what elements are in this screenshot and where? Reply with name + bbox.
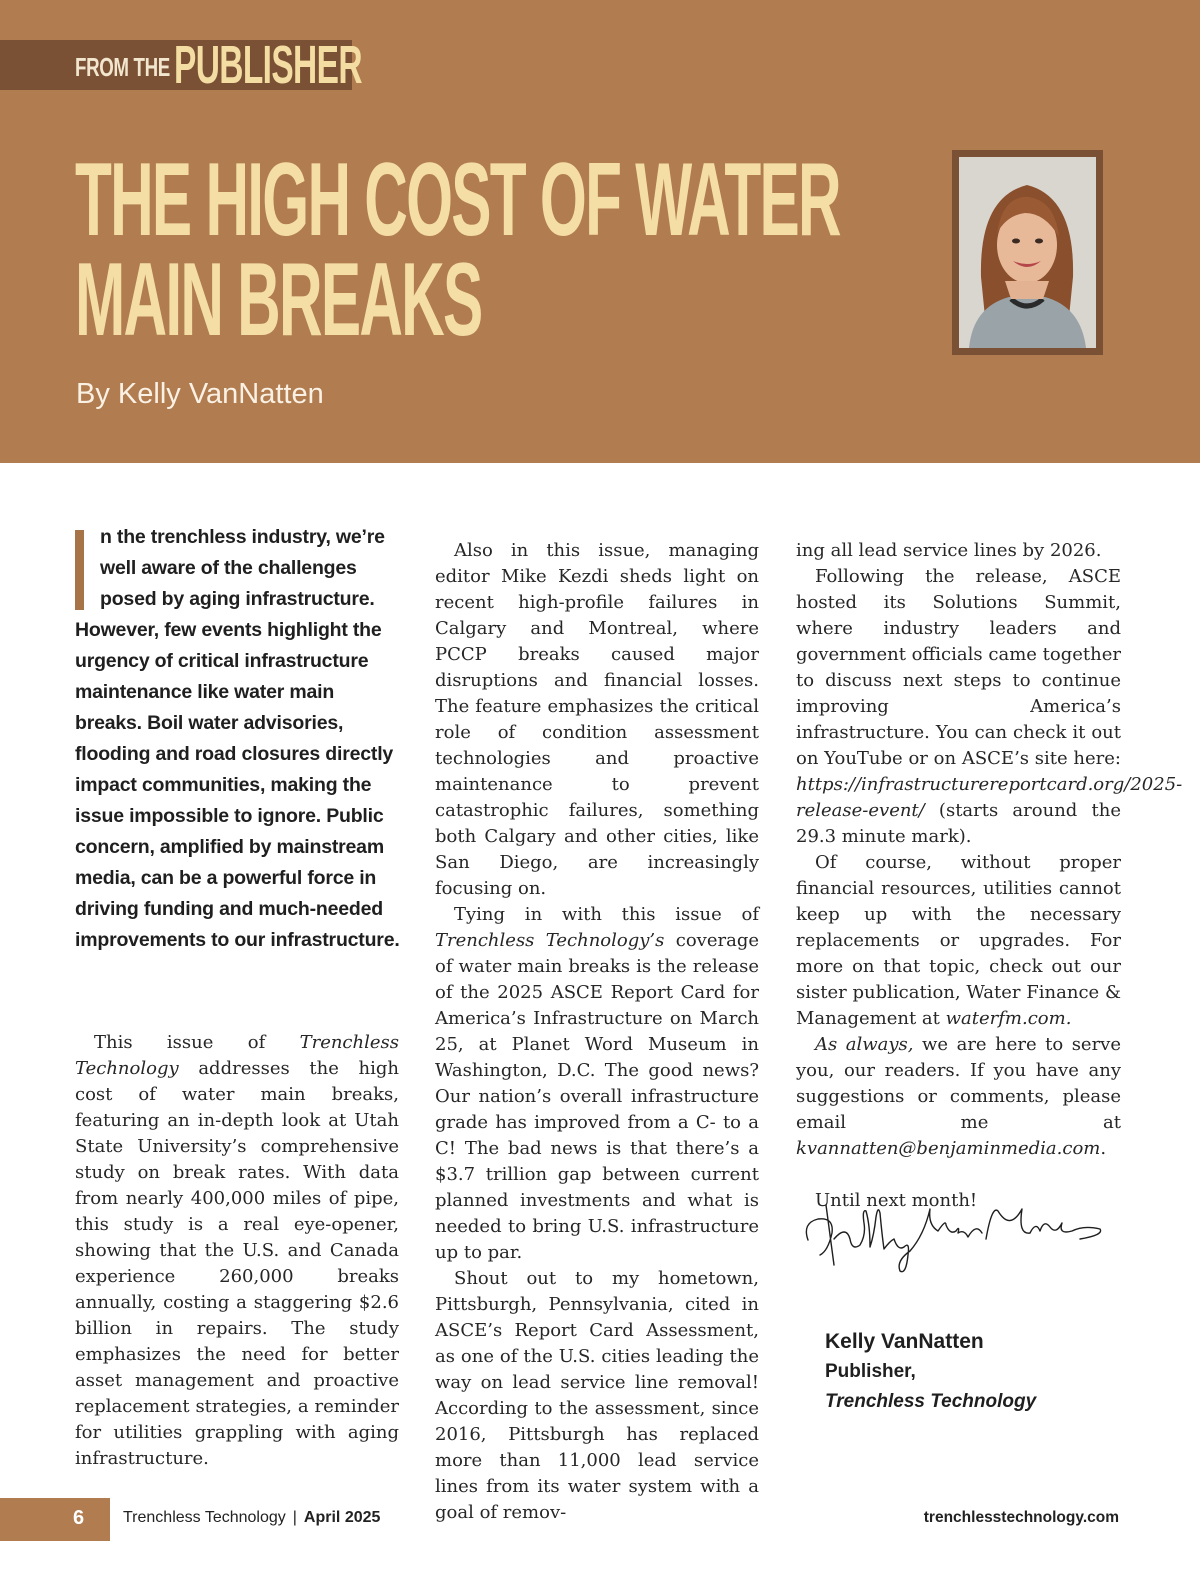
footer-publication: Trenchless Technology bbox=[123, 1509, 286, 1526]
author-publication: Trenchless Technology bbox=[825, 1391, 1037, 1412]
text-run: As always, bbox=[815, 1034, 914, 1055]
page-number: 6 bbox=[73, 1507, 85, 1529]
text-run: coverage of water main breaks is the release of the 2025 ASCE Report Card for America’s Infrastructure on March 25, at Planet Word Museum in Washington, D.C. The good news? Our nation’s overall infrastructure grade has improved from a C- to a C! The bad news is that there’s a $3.7 trillion gap between current planned investments and what is needed to bring U.S. infrastructure up to par. bbox=[435, 930, 759, 1263]
section-kicker-small: FROM THE bbox=[75, 52, 170, 82]
publication-title: Trenchless Technology bbox=[75, 1032, 399, 1079]
paragraph: Also in this issue, managing editor Mike Kezdi sheds light on recent high-profile failures in Calgary and Montreal, where PCCP breaks caused major disruptions and financial losses. The feature emphasizes the critical role of condition assessment technologies and proactive maintenance to prevent catastrophic failures, something both Calgary and other cities, like San Diego, are increasingly focusing on. bbox=[435, 540, 759, 899]
author-name: Kelly VanNatten bbox=[825, 1330, 984, 1353]
text-run: Following the release, ASCE hosted its Solutions Summit, where industry leaders and government officials came together to discuss next steps to continue improving America’s infrastructure. You can check it out on YouTube or on ASCE’s site here: bbox=[796, 566, 1121, 769]
intro-text: n the trenchless industry, we’re well aware of the challenges posed by aging infrastructure. However, few events highlight the urgency of critical infrastructure maintenance like water main breaks. Boil water advisories, flooding and road closures directly impact communities, making the issue impossible to ignore. Public concern, amplified by mainstream media, can be a powerful force in driving funding and much-needed improvements to our infrastructure. bbox=[75, 526, 400, 951]
author-role: Publisher, bbox=[825, 1361, 916, 1382]
text-run: we are here to serve you, our readers. If you have any suggestions or comments, please email me at bbox=[796, 1034, 1122, 1133]
paragraph bbox=[796, 1032, 1121, 1162]
footer-website[interactable]: trenchlesstechnology.com bbox=[923, 1509, 1119, 1526]
drop-cap-bar bbox=[75, 530, 84, 610]
article-headline bbox=[75, 142, 840, 358]
headline-line-1: THE HIGH COST OF WATER bbox=[75, 142, 840, 258]
text-run: . bbox=[1100, 1138, 1107, 1159]
text-run: Tying in with this issue of bbox=[454, 904, 759, 925]
portrait-image bbox=[959, 157, 1096, 348]
headline-line-2: MAIN BREAKS bbox=[75, 242, 482, 358]
text-run: addresses the high cost of water main breaks, featuring an in-depth look at Utah State University’s comprehensive study on break rates. With data from nearly 400,000 miles of pipe, this study is a real eye-opener, showing that the U.S. and Canada experience 260,000 breaks annually, costing a staggering $2.6 billion in repairs. The study emphasizes the need for better asset management and proactive replacement strategies, a reminder for utilities grappling with aging infrastructure. bbox=[75, 1058, 399, 1469]
byline: By Kelly VanNatten bbox=[76, 378, 324, 410]
text-run: Of course, without proper financial resources, utilities cannot keep up with the necessary replacements or upgrades. For more on that topic, check out our sister publication, Water Finance & Management at bbox=[796, 852, 1121, 1029]
footer-issue: April 2025 bbox=[303, 1509, 381, 1526]
paragraph bbox=[796, 564, 1183, 850]
paragraph bbox=[796, 850, 1121, 1032]
text-run: (starts around the 29.3 minute mark). bbox=[796, 800, 1121, 847]
body-column-3 bbox=[796, 538, 1183, 1214]
closing-line: Until next month! bbox=[815, 1190, 978, 1211]
paragraph: ing all lead service lines by 2026. bbox=[796, 540, 1102, 561]
email-link[interactable]: kvannatten@benjaminmedia.com bbox=[796, 1138, 1101, 1159]
author-photo bbox=[952, 150, 1103, 355]
paragraph bbox=[435, 902, 759, 1266]
intro-paragraph bbox=[75, 522, 405, 956]
event-link[interactable]: https://infrastructurereportcard.org/2025-release-event/ bbox=[796, 774, 1183, 821]
section-kicker-big: PUBLISHER bbox=[174, 35, 362, 95]
footer-publication-info bbox=[123, 1509, 380, 1527]
publication-title: Trenchless Technology’s bbox=[435, 930, 665, 951]
signature-block bbox=[825, 1328, 1036, 1417]
header-banner bbox=[0, 0, 1200, 463]
handwritten-signature bbox=[800, 1195, 1110, 1284]
body-column-1 bbox=[75, 1030, 399, 1472]
page-number-tab bbox=[0, 1498, 110, 1541]
text-run: This issue of bbox=[94, 1032, 300, 1053]
body-column-2 bbox=[435, 538, 759, 1526]
paragraph bbox=[75, 1030, 399, 1472]
footer-separator: | bbox=[292, 1509, 297, 1526]
paragraph: Shout out to my hometown, Pittsburgh, Pennsylvania, cited in ASCE’s Report Card Assessment, as one of the U.S. cities leading the way on lead service line removal! According to the assessment, since 2016, Pittsburgh has replaced more than 11,000 lead service lines from its water system with a goal of remov- bbox=[435, 1268, 759, 1523]
waterfm-link[interactable]: waterfm.com. bbox=[945, 1008, 1072, 1029]
